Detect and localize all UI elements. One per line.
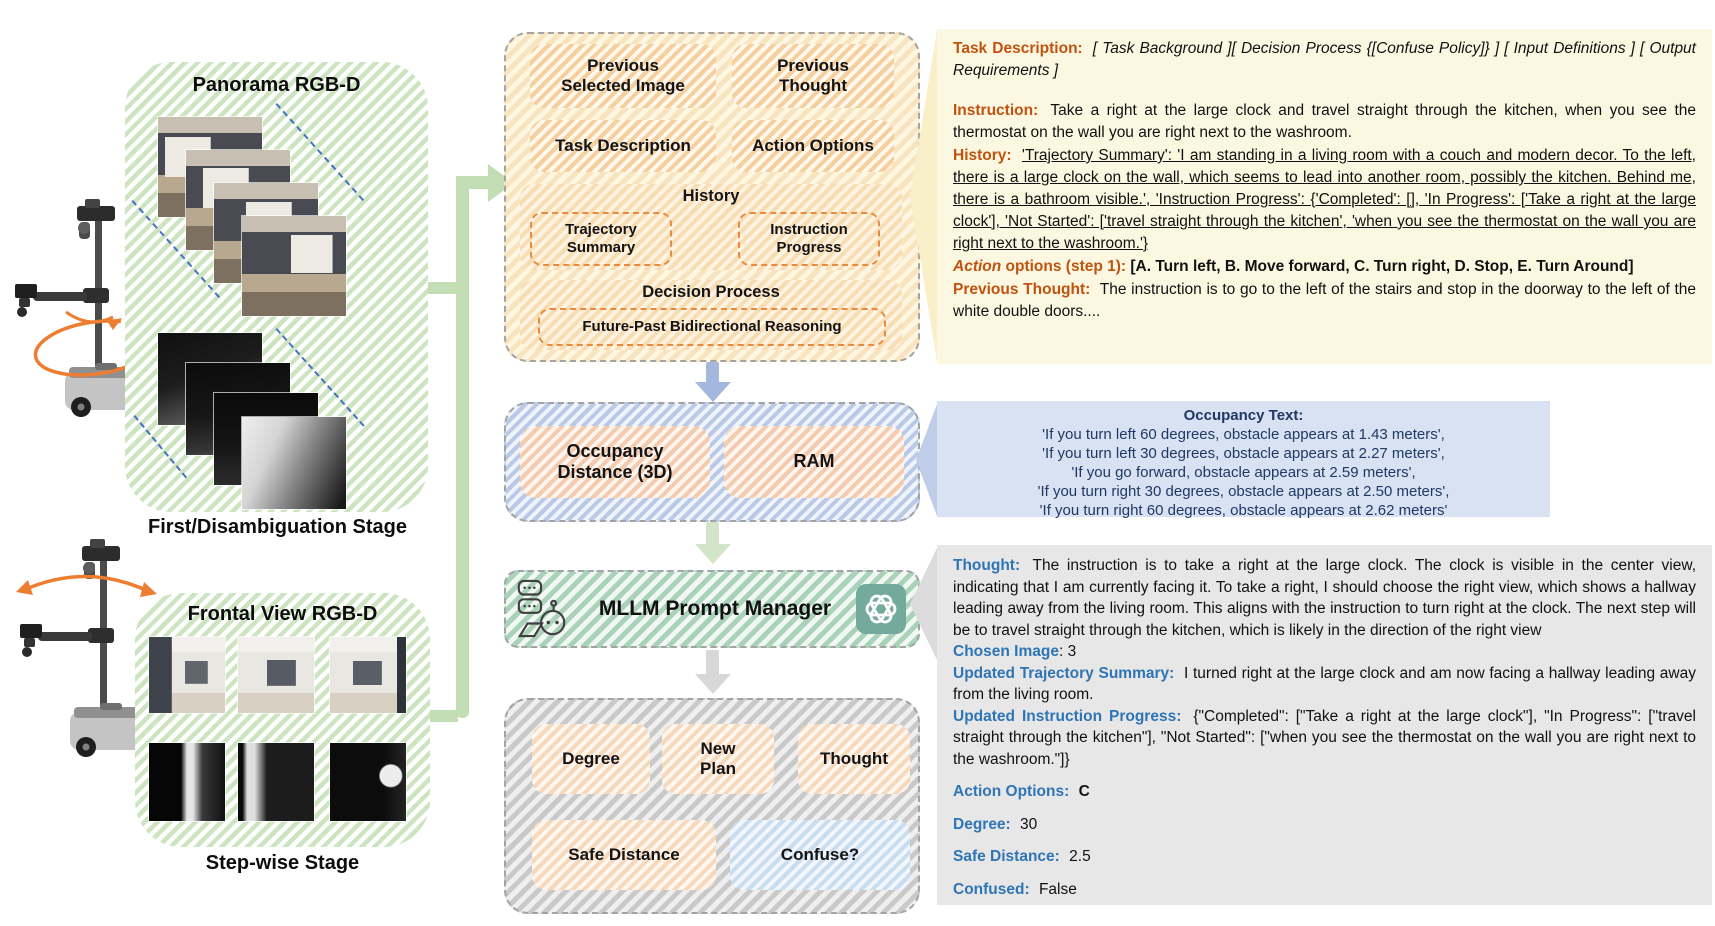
thought-value: The instruction is to take a right at the large clock. The clock is visible in the center view, indicating that I am currently facing it. To take a right, I should choose the right view, which shows a hallway leading away from the living room. This aligns with the instruction to turn right at the clock. The next step will be to travel straight through the kitchen, which is likely in the direction of the right view [953,557,1696,639]
task-description-line [953,38,1696,82]
previous-thought-label: Previous Thought [777,55,849,95]
action-options-label-italic: Action [953,258,1002,275]
instruction-progress-label: Instruction Progress [770,221,848,256]
mllm-prompt-manager-box [504,570,920,648]
trajectory-summary-label: Trajectory Summary [565,221,637,256]
occupancy-distance-label: Occupancy Distance (3D) [557,440,673,482]
previous-thought-line [953,279,1696,323]
chosen-image-line [953,641,1696,663]
sensor-container [504,402,920,522]
safe-distance-line [953,846,1696,868]
confused-value: False [1038,880,1077,898]
decision-process-band [520,280,902,350]
degree-value: 30 [1020,815,1038,833]
previous-thought-value: The instruction is to go to the left of the stairs and stop in the doorway to the left of the white double doors.... [953,281,1696,320]
chosen-image-label: Chosen Image [953,643,1059,660]
previous-selected-image-box [530,44,716,108]
action-options-output-label: Action Options: [953,783,1070,800]
first-stage-label: First/Disambiguation Stage [148,516,407,538]
degree-line [953,814,1696,836]
stage-connector-arm [428,282,458,294]
output-container [504,698,920,914]
task-description-value: [ Task Background ][ Decision Process {[Confuse Policy]} ] [ Input Definitions ] [ Output Requirements ] [953,40,1696,79]
openai-logo-icon [856,584,906,634]
action-options-output-line [953,781,1696,803]
panorama-title: Panorama RGB-D [192,74,361,96]
prompt-assembly-container [504,32,920,362]
occupancy-title: Occupancy Text: [1183,407,1304,424]
degree-label: Degree: [953,815,1011,833]
flow-arrow [706,522,719,546]
occupancy-line: 'If you turn right 60 degrees, obstacle appears at 2.62 meters' [1039,502,1448,519]
confused-label: Confused: [953,880,1030,898]
model-output-panel [937,545,1712,905]
chosen-image-value: : 3 [1058,643,1077,660]
safe-distance-box [532,820,716,890]
stage-connector-arm [430,710,458,722]
action-options-value: [A. Turn left, B. Move forward, C. Turn right, D. Stop, E. Turn Around] [1130,258,1634,275]
degree-box-label: Degree [562,748,620,768]
stage-connector-arm [456,176,492,189]
thought-label: Thought: [953,557,1021,574]
pan-arrow-icon [16,576,157,597]
instruction-line [953,100,1696,144]
panorama-rgb-image [242,216,346,316]
previous-selected-image-label: Previous Selected Image [561,55,685,95]
task-description-box [530,120,716,172]
future-past-reasoning-box [538,308,886,346]
confused-line [953,879,1696,901]
frontal-rgb-image [330,637,406,713]
updated-trajectory-line [953,663,1696,706]
action-options-line [953,256,1696,278]
occupancy-distance-box [520,426,710,498]
ram-label: RAM [793,451,835,472]
frontal-title: Frontal View RGB-D [187,603,378,625]
task-description-label: Task Description: [953,40,1083,57]
prompt-text-panel [937,29,1712,364]
instruction-label: Instruction: [953,102,1039,119]
history-line [953,145,1696,255]
history-label: History: [953,147,1012,164]
history-band [520,184,902,270]
occupancy-line: 'If you go forward, obstacle appears at 2.59 meters', [1071,464,1416,481]
occupancy-line: 'If you turn right 30 degrees, obstacle appears at 2.50 meters', [1037,483,1450,500]
thought-box-label: Thought [820,748,888,768]
instruction-value: Take a right at the large clock and travel straight through the kitchen, when you see the thermostat on the wall you are right next to the washroom. [953,102,1696,141]
frontal-rgb-image [238,637,314,713]
frontal-depth-image [238,743,314,821]
robot-chat-icon [514,578,572,640]
safe-distance-box-label: Safe Distance [568,844,680,864]
trajectory-summary-box [530,212,672,266]
history-band-title: History [682,187,740,205]
degree-box [532,724,650,794]
updated-trajectory-label: Updated Trajectory Summary: [953,664,1175,682]
updated-progress-value: {"Completed": ["Take a right at the large clock"], "In Progress": ["travel straight through the kitchen"], "Not Started": ["when you see the thermostat on the wall you are right next to the washroom."]} [953,707,1697,768]
safe-distance-value: 2.5 [1069,848,1091,865]
stage-connector-trunk [456,176,469,718]
new-plan-box-label: New Plan [700,738,736,778]
task-description-box-label: Task Description [555,135,691,155]
history-value: 'Trajectory Summary': 'I am standing in a living room with a couch and modern decor. To the left, there is a large clock on the wall, which seems to lead into another room, possibly the kitchen. Behind me, there is a bathroom visible.', 'Instruction Progress': {'Completed': [], 'In Progress': ['Take a right at the large clock'], 'Not Started': ['travel straight through the kitchen', 'when you see the thermostat on the wall you are right next to the washroom.'} [953,147,1696,252]
action-options-box [732,120,894,172]
confuse-box-label: Confuse? [780,844,860,864]
occupancy-line: 'If you turn left 60 degrees, obstacle appears at 1.43 meters', [1042,426,1445,443]
flow-arrowhead [695,674,731,694]
panorama-depth-image [242,417,346,509]
action-options-output-value: C [1078,783,1090,800]
new-plan-box [662,724,774,794]
updated-progress-line [953,706,1696,771]
previous-thought-label: Previous Thought: [953,281,1091,298]
flow-arrow [706,362,719,384]
occupancy-line: 'If you turn left 30 degrees, obstacle appears at 2.27 meters', [1042,445,1445,462]
flow-arrow [706,650,719,676]
future-past-reasoning-label: Future-Past Bidirectional Reasoning [582,318,842,336]
action-options-box-label: Action Options [752,135,874,155]
frontal-depth-image [149,743,225,821]
ram-box [724,426,904,498]
frontal-depth-image [330,743,406,821]
previous-thought-box [732,44,894,108]
thought-line [953,555,1696,641]
frontal-rgb-image [149,637,225,713]
panorama-rgbd-box [125,62,428,512]
thought-box [798,724,910,794]
flow-arrowhead [695,382,731,402]
frontal-rgbd-box [135,593,430,847]
flow-arrowhead [695,544,731,564]
instruction-progress-box [738,212,880,266]
stepwise-stage-label: Step-wise Stage [205,852,360,874]
decision-process-title: Decision Process [642,283,780,301]
mllm-label: MLLM Prompt Manager [598,597,832,620]
action-options-label-rest: options (step 1): [1001,258,1127,275]
updated-progress-label: Updated Instruction Progress: [953,707,1182,725]
safe-distance-label: Safe Distance: [953,848,1060,865]
updated-trajectory-value: I turned right at the large clock and am now facing a hallway leading away from the living room. [953,664,1696,703]
confuse-box [730,820,910,890]
occupancy-text-panel [937,401,1550,517]
